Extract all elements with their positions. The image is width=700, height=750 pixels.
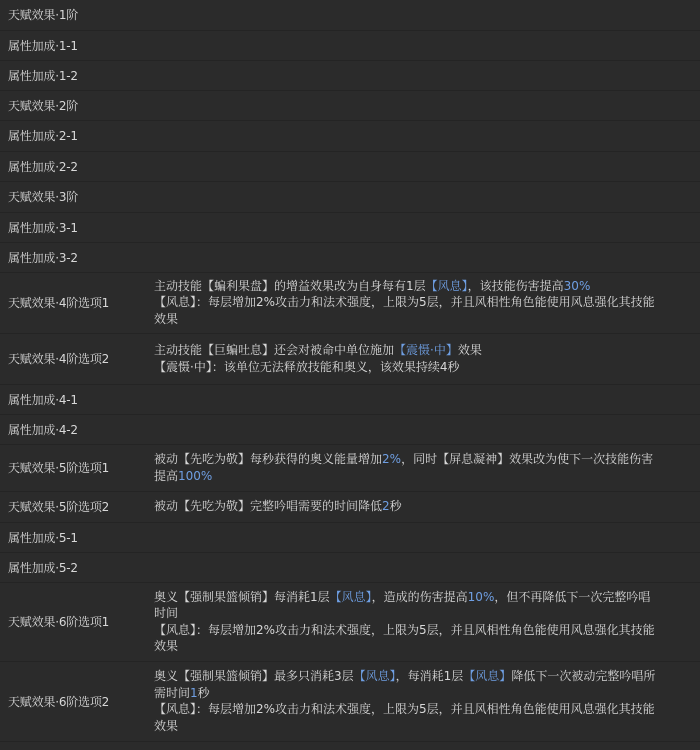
talent-label: 属性加成·5-2 xyxy=(0,552,154,582)
highlight-term: 100% xyxy=(178,468,213,483)
description-text: ，造成的伤害提高 xyxy=(371,589,468,604)
table-row xyxy=(0,444,700,491)
description-text: 【风息】：每层增加2%攻击力和法术强度，上限为5层，并且风相性角色能使用风息强化其技能 xyxy=(154,295,655,310)
talent-description xyxy=(154,242,700,272)
description-line xyxy=(154,311,692,328)
talent-description xyxy=(154,522,700,552)
description-text: 【震慑·中】：该单位无法释放技能和奥义，该效果持续4秒 xyxy=(154,359,460,374)
description-text: ，但不再降低下一次完整吟唱 xyxy=(494,589,651,604)
talent-label: 天赋效果·4阶选项2 xyxy=(0,333,154,384)
talent-description xyxy=(154,333,700,384)
description-text: 被动【先吃为敬】每秒获得的奥义能量增加 xyxy=(154,452,383,466)
description-line xyxy=(154,668,692,685)
description-line xyxy=(154,359,692,376)
talent-label: 天赋效果·6阶选项2 xyxy=(0,661,154,741)
description-text: 需时间 xyxy=(154,685,191,700)
table-row xyxy=(0,0,700,30)
highlight-term: 30% xyxy=(563,278,591,293)
talent-label: 属性加成·4-2 xyxy=(0,414,154,444)
highlight-term: 1 xyxy=(190,685,198,700)
description-line xyxy=(154,622,692,639)
table-row xyxy=(0,414,700,444)
talent-description xyxy=(154,181,700,212)
description-text: 奥义【强制果篮倾销】最多只消耗3层 xyxy=(154,669,354,683)
highlight-term: 【风息】 xyxy=(329,589,372,604)
description-text: 效果 xyxy=(154,311,179,326)
highlight-term: 2% xyxy=(382,452,402,466)
table-row xyxy=(0,151,700,181)
highlight-term: 【风息】 xyxy=(425,278,468,293)
description-line xyxy=(154,278,692,295)
description-text: 主动技能【巨蝙吐息】还会对被命中单位施加 xyxy=(154,343,395,357)
table-row xyxy=(0,30,700,60)
talent-description xyxy=(154,414,700,444)
description-line xyxy=(154,718,692,735)
talent-description xyxy=(154,552,700,582)
highlight-term: 【风息】 xyxy=(353,669,396,683)
description-text: 降低下一次被动完整吟唱所 xyxy=(511,669,656,683)
table-row xyxy=(0,552,700,582)
description-text: 【风息】：每层增加2%攻击力和法术强度，上限为5层，并且风相性角色能使用风息强化其技能 xyxy=(154,702,655,716)
description-text: 主动技能【蝙利果盘】的增益效果改为自身每有1层 xyxy=(154,278,426,293)
table-row xyxy=(0,384,700,414)
description-line xyxy=(154,342,692,359)
highlight-term: 2 xyxy=(382,499,390,514)
talent-label: 属性加成·4-1 xyxy=(0,384,154,414)
talent-label: 天赋效果·2阶 xyxy=(0,90,154,120)
talent-label: 天赋效果·4阶选项1 xyxy=(0,272,154,333)
table-row xyxy=(0,60,700,90)
talent-label: 属性加成·1-1 xyxy=(0,30,154,60)
talent-description xyxy=(154,491,700,522)
table-row xyxy=(0,90,700,120)
table-row xyxy=(0,242,700,272)
talent-label: 属性加成·2-2 xyxy=(0,151,154,181)
table-row xyxy=(0,272,700,333)
talent-label: 属性加成·5-1 xyxy=(0,522,154,552)
table-row xyxy=(0,582,700,661)
table-row xyxy=(0,120,700,151)
description-line xyxy=(154,498,692,515)
highlight-term: 【风息】 xyxy=(463,669,512,683)
table-row xyxy=(0,661,700,741)
description-line xyxy=(154,589,692,606)
talent-label: 属性加成·3-2 xyxy=(0,242,154,272)
talent-label: 天赋效果·1阶 xyxy=(0,0,154,30)
talent-label: 属性加成·1-2 xyxy=(0,60,154,90)
table-row xyxy=(0,212,700,242)
description-text: 奥义【强制果篮倾销】每消耗1层 xyxy=(154,589,330,604)
talent-label: 天赋效果·3阶 xyxy=(0,181,154,212)
highlight-term: 10% xyxy=(467,589,495,604)
talent-label: 天赋效果·5阶选项2 xyxy=(0,491,154,522)
table-row xyxy=(0,491,700,522)
description-line xyxy=(154,605,692,622)
talent-description xyxy=(154,151,700,181)
table-row xyxy=(0,181,700,212)
talent-description xyxy=(154,30,700,60)
description-text: 效果 xyxy=(457,343,482,357)
description-text: 【风息】：每层增加2%攻击力和法术强度，上限为5层，并且风相性角色能使用风息强化其技能 xyxy=(154,622,655,637)
talent-label: 属性加成·2-1 xyxy=(0,120,154,151)
description-text: ，同时【屏息凝神】效果改为使下一次技能伤害 xyxy=(401,452,654,466)
description-line xyxy=(154,638,692,655)
description-text: 时间 xyxy=(154,606,179,620)
talent-description xyxy=(154,384,700,414)
description-text: 秒 xyxy=(197,685,210,700)
description-text: 效果 xyxy=(154,718,179,733)
description-text: ，该技能伤害提高 xyxy=(467,278,564,293)
talent-label: 属性加成·3-1 xyxy=(0,212,154,242)
talent-description xyxy=(154,60,700,90)
description-line xyxy=(154,685,692,702)
description-text: ，每消耗1层 xyxy=(395,669,464,683)
description-text: 被动【先吃为敬】完整吟唱需要的时间降低 xyxy=(154,499,383,514)
talent-description xyxy=(154,90,700,120)
talent-label: 天赋效果·5阶选项1 xyxy=(0,444,154,491)
description-text: 秒 xyxy=(389,499,402,514)
table-row xyxy=(0,522,700,552)
highlight-term: 【震慑·中】 xyxy=(394,343,458,357)
description-line xyxy=(154,294,692,311)
talent-description xyxy=(154,212,700,242)
description-text: 效果 xyxy=(154,639,179,653)
description-text: 提高 xyxy=(154,468,179,483)
talent-description xyxy=(154,272,700,333)
talent-description xyxy=(154,120,700,151)
description-line xyxy=(154,701,692,718)
talent-label: 天赋效果·6阶选项1 xyxy=(0,582,154,661)
talent-description xyxy=(154,444,700,491)
table-row xyxy=(0,333,700,384)
talent-description xyxy=(154,582,700,661)
talent-description xyxy=(154,661,700,741)
talent-description xyxy=(154,0,700,30)
description-line xyxy=(154,468,692,485)
description-line xyxy=(154,451,692,468)
